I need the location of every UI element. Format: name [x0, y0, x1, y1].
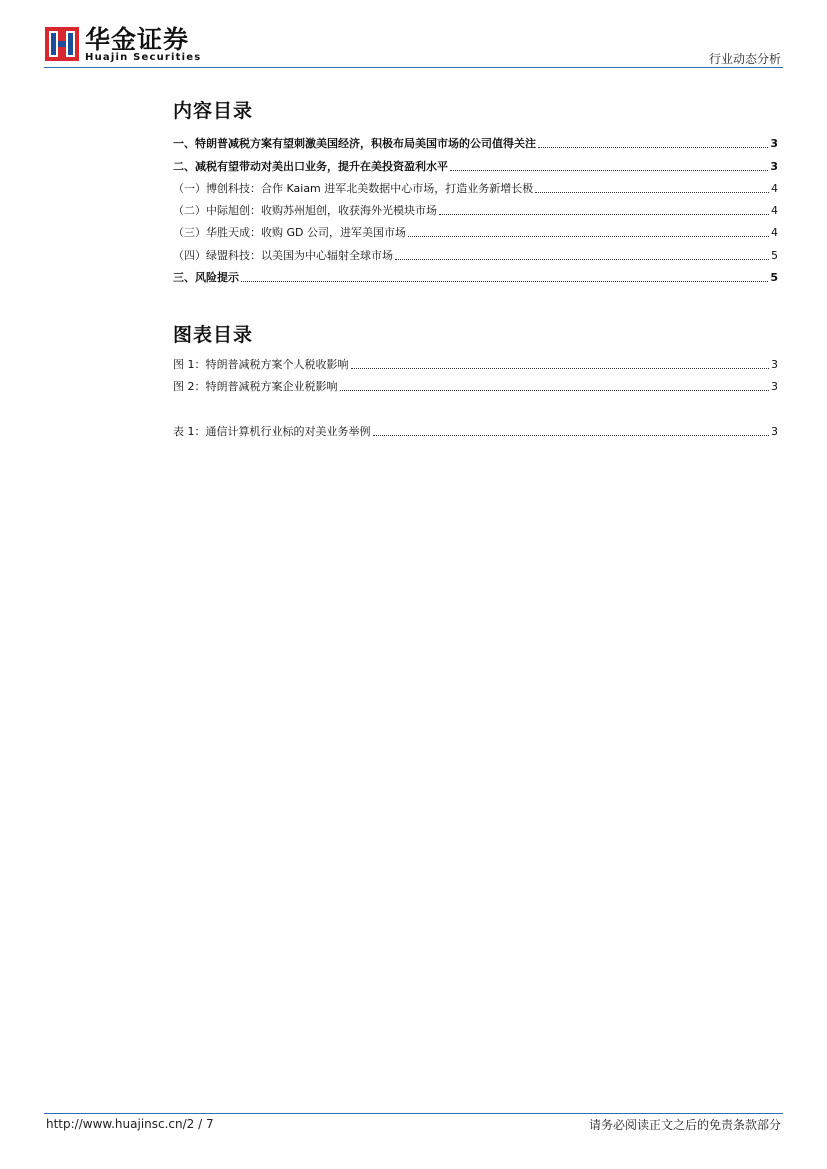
figure-entry-text: 图 1：特朗普减税方案个人税收影响 — [173, 358, 349, 371]
toc-entry-text: （二）中际旭创：收购苏州旭创，收获海外光模块市场 — [173, 204, 437, 217]
leader-dots — [408, 235, 769, 237]
leader-dots — [538, 146, 768, 148]
toc-entry-text: 一、特朗普减税方案有望刺激美国经济，积极布局美国市场的公司值得关注 — [173, 137, 536, 150]
toc-entry-text: 三、风险提示 — [173, 271, 239, 284]
figure-entry-page: 3 — [771, 380, 778, 393]
footer-url-page: http://www.huajinsc.cn/2 / 7 — [46, 1117, 214, 1131]
toc-entry-3[interactable] — [173, 182, 778, 196]
figure-entry-text: 图 2：特朗普减税方案企业税影响 — [173, 380, 338, 393]
footer-divider — [44, 1113, 783, 1114]
toc-entry-page: 4 — [771, 226, 778, 239]
toc-entry-page: 4 — [771, 204, 778, 217]
leader-dots — [535, 191, 769, 193]
figures-title: 图表目录 — [173, 324, 254, 346]
page-header — [0, 0, 827, 70]
toc-entry-text: （三）华胜天成：收购 GD 公司，进军美国市场 — [173, 226, 406, 239]
leader-dots — [241, 280, 768, 282]
document-type-label: 行业动态分析 — [708, 52, 781, 66]
toc-entry-4[interactable] — [173, 204, 778, 218]
table-entry-text: 表 1：通信计算机行业标的对美业务举例 — [173, 425, 371, 438]
toc-entry-page: 3 — [770, 137, 778, 150]
figure-entry-1[interactable] — [173, 358, 778, 372]
brand-name-cn: 华金证券 — [85, 25, 190, 54]
huajin-logo-icon — [45, 27, 79, 61]
figure-entry-2[interactable] — [173, 380, 778, 394]
table-entry-1[interactable] — [173, 425, 778, 439]
toc-entry-1[interactable] — [173, 137, 778, 151]
toc-entry-page: 5 — [771, 249, 778, 262]
toc-entry-5[interactable] — [173, 226, 778, 240]
toc-entry-text: （四）绿盟科技：以美国为中心辐射全球市场 — [173, 249, 393, 262]
toc-entry-page: 5 — [770, 271, 778, 284]
brand-name-en: Huajin Securities — [85, 52, 202, 63]
toc-entry-text: 二、减税有望带动对美出口业务，提升在美投资盈利水平 — [173, 160, 448, 173]
toc-entry-7[interactable] — [173, 271, 778, 285]
leader-dots — [373, 434, 770, 436]
toc-entry-2[interactable] — [173, 160, 778, 174]
leader-dots — [439, 213, 769, 215]
figure-entry-page: 3 — [771, 358, 778, 371]
toc-entry-text: （一）博创科技：合作 Kaiam 进军北美数据中心市场，打造业务新增长极 — [173, 182, 534, 195]
toc-entry-page: 4 — [771, 182, 778, 195]
footer-disclaimer: 请务必阅读正文之后的免责条款部分 — [588, 1118, 781, 1132]
header-divider — [44, 67, 783, 68]
company-logo — [45, 27, 201, 63]
leader-dots — [351, 367, 770, 369]
table-entry-page: 3 — [771, 425, 778, 438]
toc-entry-6[interactable] — [173, 249, 778, 263]
toc-entry-page: 3 — [770, 160, 778, 173]
leader-dots — [450, 169, 768, 171]
leader-dots — [340, 389, 770, 391]
toc-title: 内容目录 — [173, 100, 254, 122]
leader-dots — [395, 258, 769, 260]
